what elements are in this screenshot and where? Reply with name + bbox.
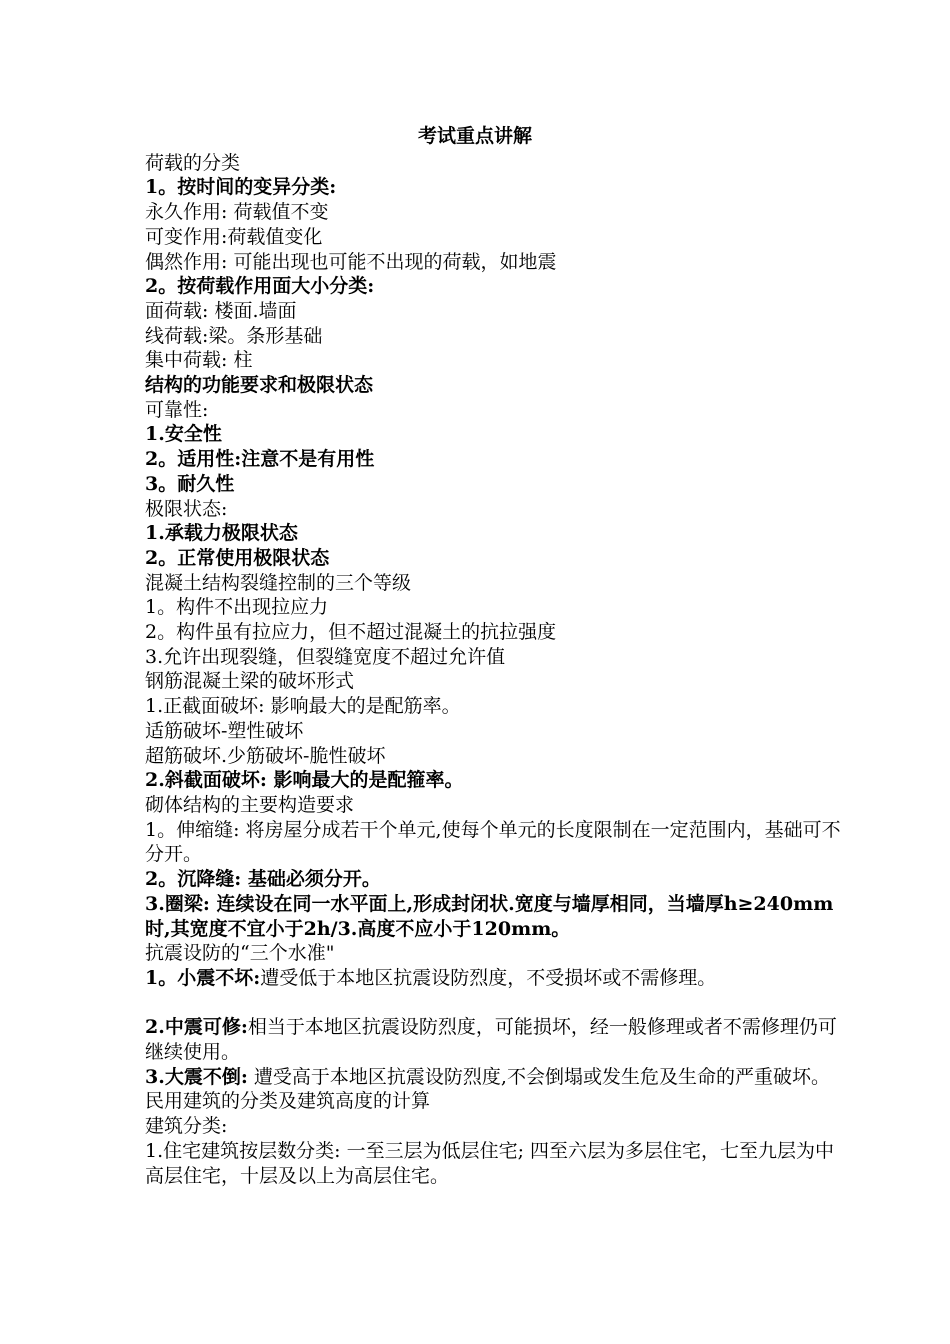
line-text: 遭受低于本地区抗震设防烈度，不受损坏或不需修理。 (260, 966, 717, 989)
line-lead: 1。小震不坏: (145, 966, 261, 989)
text-line (145, 274, 845, 299)
text-line (145, 324, 845, 349)
blank-line (145, 991, 845, 1016)
text-line (145, 472, 845, 497)
text-line (145, 398, 845, 423)
document-body (145, 151, 845, 1189)
line-text: 抗震设防的“三个水准" (145, 942, 335, 965)
line-text: 面荷载: 楼面.墙面 (145, 299, 297, 322)
line-text: 3。耐久性 (145, 472, 235, 495)
text-line (145, 1015, 845, 1064)
text-line (145, 225, 845, 250)
line-text: 3.圈梁: 连续设在同一水平面上,形成封闭状.宽度与墙厚相同，当墙厚h≥240mm时,其宽度不宜小于2h/3.高度不应小于120mm。 (145, 892, 834, 940)
line-text: 建筑分类: (145, 1115, 228, 1138)
text-line (145, 348, 845, 373)
line-text: 2。沉降缝: 基础必须分开。 (145, 868, 381, 891)
text-line (145, 1114, 845, 1139)
text-line (145, 744, 845, 769)
line-text: 1.住宅建筑按层数分类: 一至三层为低层住宅; 四至六层为多层住宅，七至九层为中高层住宅，十层及以上为高层住宅。 (145, 1139, 835, 1187)
line-text: 极限状态: (145, 497, 228, 520)
line-text: 可变作用:荷载值变化 (145, 225, 323, 248)
text-line (145, 250, 845, 275)
line-text: 2.斜截面破坏: 影响最大的是配箍率。 (145, 769, 464, 792)
text-line (145, 669, 845, 694)
line-text: 可靠性: (145, 398, 209, 421)
line-text: 超筋破坏.少筋破坏-脆性破坏 (145, 744, 386, 767)
document-page (145, 124, 845, 1188)
line-text: 1.安全性 (145, 423, 222, 446)
text-line (145, 1089, 845, 1114)
line-lead: 2.中震可修: (145, 1016, 248, 1039)
line-lead: 3.大震不倒: (145, 1065, 248, 1088)
text-line (145, 1139, 845, 1188)
line-text: 混凝土结构裂缝控制的三个等级 (145, 571, 412, 594)
line-text: 2。按荷载作用面大小分类: (145, 275, 375, 298)
line-text: 1.承载力极限状态 (145, 522, 298, 545)
document-title: 考试重点讲解 (417, 125, 532, 147)
text-line (145, 571, 845, 596)
line-text: 线荷载:梁。条形基础 (145, 324, 323, 347)
line-text: 遭受高于本地区抗震设防烈度,不会倒塌或发生危及生命的严重破坏。 (247, 1065, 830, 1088)
text-line (145, 422, 845, 447)
text-line (145, 768, 845, 793)
text-line (145, 546, 845, 571)
line-text: 1。按时间的变异分类: (145, 176, 337, 199)
text-line (145, 620, 845, 645)
text-line (145, 447, 845, 472)
line-text: 2。适用性:注意不是有用性 (145, 448, 375, 471)
text-line (145, 151, 845, 176)
text-line (145, 299, 845, 324)
line-text: 相当于本地区抗震设防烈度，可能损坏，经一般修理或者不需修理仍可继续使用。 (145, 1016, 837, 1063)
text-line (145, 373, 845, 398)
line-text: 永久作用: 荷载值不变 (145, 201, 329, 224)
line-text: 砌体结构的主要构造要求 (145, 793, 355, 816)
line-text: 2。构件虽有拉应力，但不超过混凝土的抗拉强度 (145, 621, 557, 644)
line-text: 1。伸缩缝: 将房屋分成若干个单元,使每个单元的长度限制在一定范围内，基础可不分开。 (145, 818, 841, 866)
text-line (145, 175, 845, 200)
text-line (145, 200, 845, 225)
line-text: 荷载的分类 (145, 151, 241, 174)
line-text: 钢筋混凝土梁的破坏形式 (145, 670, 355, 693)
text-line (145, 694, 845, 719)
text-line (145, 497, 845, 522)
line-text: 集中荷载: 柱 (145, 349, 253, 372)
line-text: 偶然作用: 可能出现也可能不出现的荷载，如地震 (145, 250, 557, 273)
text-line (145, 966, 845, 991)
line-text: 1.正截面破坏: 影响最大的是配筋率。 (145, 695, 461, 718)
line-text: 1。构件不出现拉应力 (145, 596, 329, 619)
text-line (145, 818, 845, 867)
line-text: 结构的功能要求和极限状态 (145, 374, 374, 397)
text-line (145, 645, 845, 670)
text-line (145, 867, 845, 892)
text-line (145, 793, 845, 818)
text-line (145, 719, 845, 744)
text-line (145, 941, 845, 966)
text-line (145, 595, 845, 620)
line-text: 3.允许出现裂缝，但裂缝宽度不超过允许值 (145, 645, 506, 668)
text-line (145, 1065, 845, 1090)
text-line (145, 892, 845, 941)
line-text: 适筋破坏-塑性破坏 (145, 719, 304, 742)
line-text: 2。正常使用极限状态 (145, 546, 330, 569)
line-text: 民用建筑的分类及建筑高度的计算 (145, 1090, 431, 1113)
text-line (145, 521, 845, 546)
